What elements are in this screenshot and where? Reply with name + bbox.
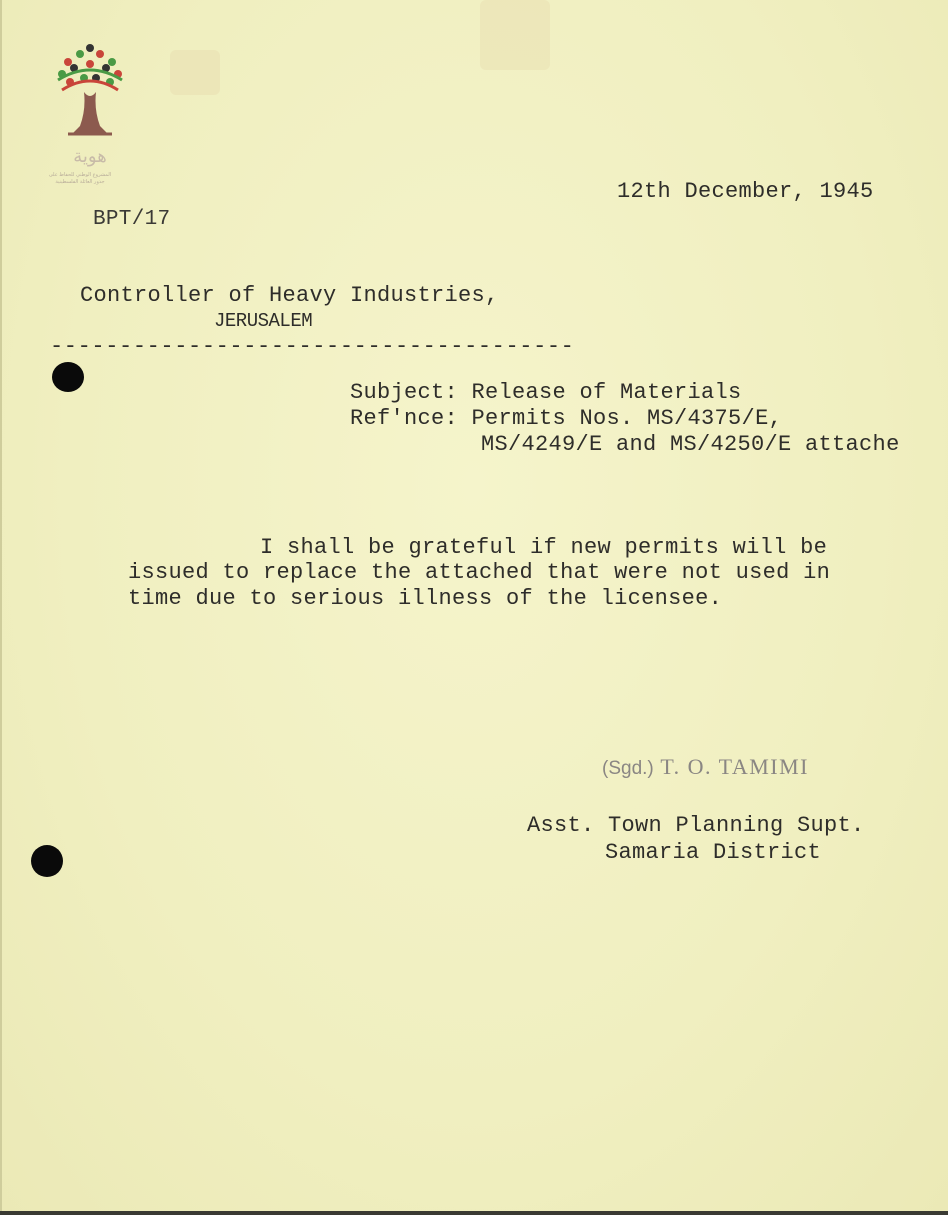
tree-crown: [58, 44, 122, 90]
file-reference: BPT/17: [93, 208, 171, 231]
paper-stain: [480, 0, 550, 70]
body-text-line: I shall be grateful if new permits will be: [260, 535, 828, 560]
reference-line: Ref'nce: Permits Nos. MS/4375/E,: [350, 406, 783, 431]
signature-prefix: (Sgd.): [602, 758, 654, 779]
signatory-district: Samaria District: [605, 840, 822, 865]
archive-tree-logo: [40, 34, 140, 194]
signatory-title: Asst. Town Planning Supt.: [527, 813, 865, 838]
logo-wordmark: هوية: [73, 146, 107, 167]
punch-hole: [31, 845, 63, 877]
signature-name: T. O. TAMIMI: [660, 754, 809, 779]
page-bottom-edge: [0, 1211, 948, 1215]
signature-stamp: [602, 754, 809, 780]
body-text-line: issued to replace the attached that were not used in: [128, 560, 831, 585]
logo-caption-line: جذور العائلة الفلسطينية: [55, 179, 105, 185]
logo-caption: [30, 172, 130, 186]
reference-line-continued: MS/4249/E and MS/4250/E attache: [481, 432, 900, 457]
logo-caption-line: المشروع الوطني للحفاظ على: [48, 172, 112, 178]
subject-line: Subject: Release of Materials: [350, 380, 742, 405]
punch-hole: [52, 362, 84, 392]
paper-stain: [170, 50, 220, 95]
addressee-city: JERUSALEM: [214, 310, 313, 332]
addressee-name: Controller of Heavy Industries,: [80, 283, 499, 308]
body-text-line: time due to serious illness of the licensee.: [128, 586, 723, 611]
separator-line: --------------------------------------: [50, 334, 575, 359]
letter-date: 12th December, 1945: [617, 179, 874, 204]
paper-edge: [0, 0, 2, 1215]
